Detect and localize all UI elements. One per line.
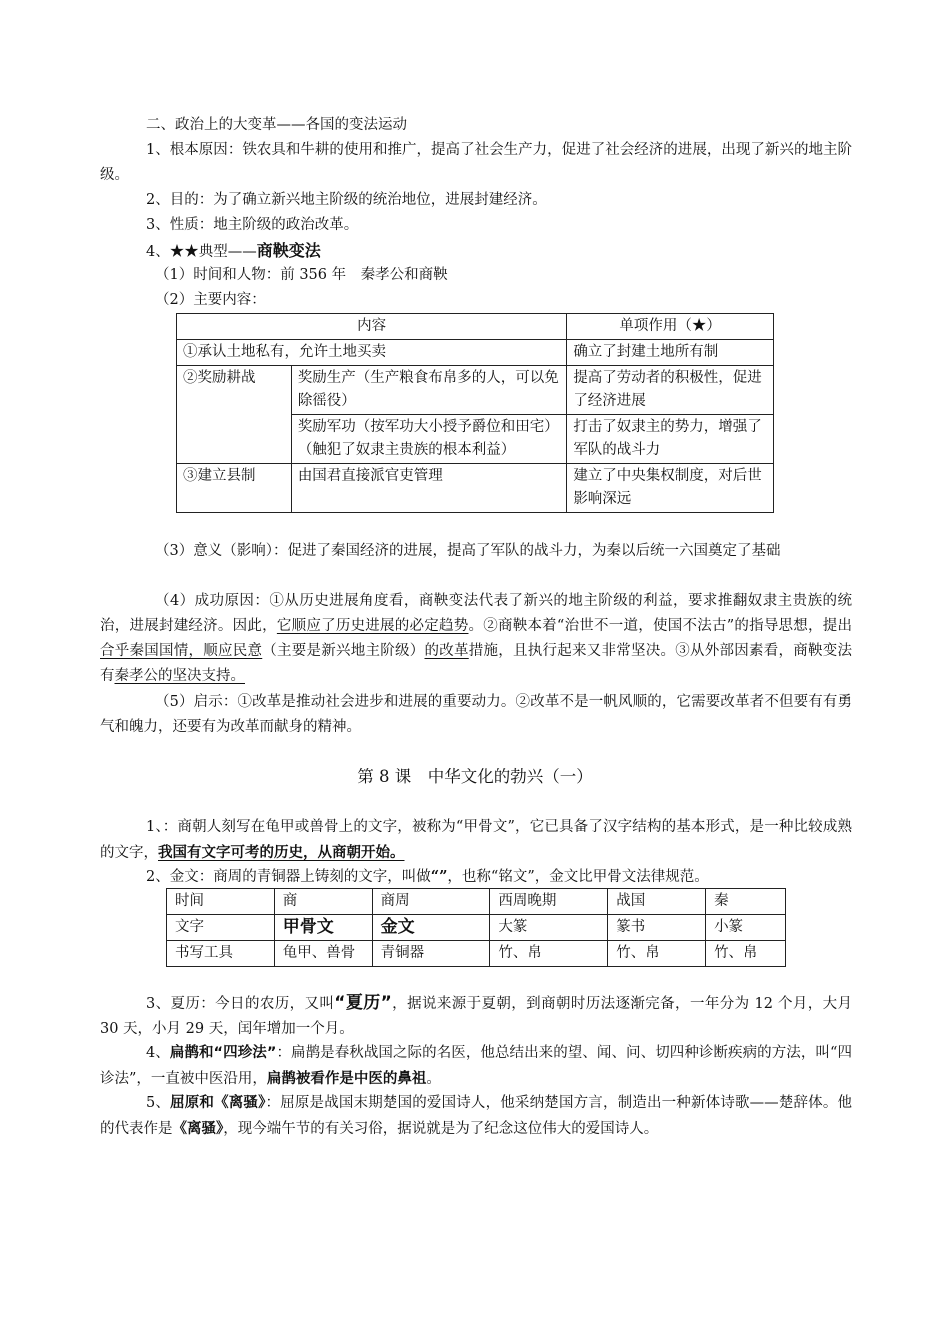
- table-cell: 由国君直接派官吏管理: [291, 464, 567, 513]
- xia-calendar-emphasis: “夏历”: [334, 993, 392, 1013]
- paragraph-oracle-bone: [100, 815, 852, 866]
- lesson-title: 第 8 课 中华文化的勃兴（一）: [357, 767, 593, 786]
- success-text-d: 措施，且执行起来又非常坚决。③从外部因素看，商鞅变法有: [100, 643, 852, 684]
- success-text-b: 。②商鞅本着“治世不一道，使国不法古”的指导思想，提出: [468, 618, 853, 634]
- success-underline-4: 秦孝公的坚决支持。: [114, 668, 245, 684]
- table-cell: 西周晚期: [490, 889, 608, 915]
- table-cell: 建立了中央集权制度，对后世影响深远: [567, 464, 774, 513]
- table-row: [167, 889, 786, 915]
- table-cell: 龟甲、兽骨: [274, 941, 372, 967]
- sub-time-people: [155, 263, 852, 288]
- table-cell: 时间: [167, 889, 275, 915]
- bian-que-end: 。: [426, 1071, 441, 1087]
- qu-yuan-number: 5、: [146, 1095, 171, 1111]
- script-evolution-table: [166, 888, 786, 967]
- table-row: [177, 340, 774, 366]
- typical-prefix: 4、★★典型——: [146, 244, 257, 260]
- table-row: [167, 941, 786, 967]
- table-cell: 篆书: [608, 915, 706, 941]
- table-cell: 甲骨文: [274, 915, 372, 941]
- table-cell: 奖励军功（按军功大小授予爵位和田宅）（触犯了奴隶主贵族的根本利益）: [291, 415, 567, 464]
- inspiration-text: （5）启示：①改革是推动社会进步和进展的重要动力。②改革不是一帆风顺的，它需要改革者不但要有有勇气和魄力，还要有为改革而献身的精神。: [100, 694, 852, 735]
- table-row: [177, 314, 774, 340]
- li-sao-emphasis: 《离骚》: [172, 1120, 224, 1137]
- table-cell: 商: [274, 889, 372, 915]
- sub-success-reasons: [100, 589, 852, 689]
- nature-text: 3、性质：地主阶级的政治改革。: [146, 217, 359, 233]
- paragraph-nature: [100, 213, 852, 238]
- oracle-bone-emphasis: 我国有文字可考的历史，从商朝开始。: [158, 844, 405, 861]
- paragraph-xia-calendar: [100, 991, 852, 1042]
- table-cell: 竹、帛: [490, 941, 608, 967]
- table-row: [177, 366, 774, 415]
- sub-significance: [100, 539, 852, 564]
- bronze-script-text-b: ，也称“铭文”，金文比甲骨文法律规范。: [447, 869, 709, 885]
- section-title-text: 二、政治上的大变革——各国的变法运动: [146, 117, 407, 133]
- table-header-effect: 单项作用（★）: [567, 314, 774, 340]
- table-row: [177, 464, 774, 513]
- table-cell: 秦: [706, 889, 786, 915]
- table-cell: ③建立县制: [177, 464, 292, 513]
- table-cell: 提高了劳动者的积极性，促进了经济进展: [567, 366, 774, 415]
- table-cell: 奖励生产（生产粮食布帛多的人，可以免除徭役）: [291, 366, 567, 415]
- qu-yuan-text-a: ：屈原是战国末期楚国的爱国诗人，他采纳楚国方言，制造出一种新体诗歌——楚辞体。他的代表作是: [100, 1095, 853, 1137]
- table-cell: 竹、帛: [608, 941, 706, 967]
- bian-que-text: ：扁鹊是春秋战国之际的名医，他总结出来的望、闻、问、切四种诊断疾病的方法，叫“四诊法”，一直被中医沿用，: [100, 1045, 852, 1087]
- paragraph-bronze-script: [100, 864, 852, 890]
- xia-calendar-text-a: 3、夏历：今日的农历，又叫: [146, 996, 335, 1012]
- table-cell: 文字: [167, 915, 275, 941]
- table-cell: ②奖励耕战: [177, 366, 292, 464]
- table-cell: 书写工具: [167, 941, 275, 967]
- bronze-script-quote: “”: [430, 868, 448, 885]
- section-title: [100, 113, 852, 138]
- table-cell: 大篆: [490, 915, 608, 941]
- bian-que-emphasis: 扁鹊被看作是中医的鼻祖: [266, 1070, 427, 1087]
- success-text-a: （4）成功原因：①从历史进展角度看，商鞅变法代表了新兴的地主阶级的利益，要求推翻奴隶主贵族的统治，进展封建经济。因此，: [100, 593, 852, 634]
- significance-text: （3）意义（影响）：促进了秦国经济的进展，提高了军队的战斗力，为秦以后统一六国奠定了基础: [155, 543, 781, 559]
- paragraph-qu-yuan: [100, 1091, 852, 1142]
- success-underline-2: 合乎秦国国情，顺应民意: [100, 643, 263, 659]
- table-cell: 金文: [372, 915, 490, 941]
- table-cell: ①承认土地私有，允许土地买卖: [177, 340, 567, 366]
- sub-main-content: [155, 288, 852, 313]
- time-people-text: （1）时间和人物：前 356 年 秦孝公和商鞅: [155, 267, 448, 283]
- bronze-script-text-a: 2、金文：商周的青铜器上铸刻的文字，叫做: [146, 869, 431, 885]
- table-cell: 确立了封建土地所有制: [567, 340, 774, 366]
- table-cell: 青铜器: [372, 941, 490, 967]
- table-cell: 竹、帛: [706, 941, 786, 967]
- bian-que-title: 扁鹊和“四珍法”: [169, 1045, 277, 1061]
- shang-yang-reform-title: 商鞅变法: [256, 241, 321, 260]
- qu-yuan-text-b: ，现今端午节的有关习俗，据说就是为了纪念这位伟大的爱国诗人。: [223, 1121, 659, 1137]
- root-cause-text: 1、根本原因：铁农具和牛耕的使用和推广，提高了社会生产力，促进了社会经济的进展，出现了新兴的地主阶级。: [100, 142, 852, 183]
- table-row: [167, 915, 786, 941]
- paragraph-purpose: [100, 188, 852, 213]
- success-underline-1: 它顺应了历史进展的必定趋势: [276, 618, 469, 634]
- oracle-bone-text: 1、：商朝人刻写在龟甲或兽骨上的文字，被称为“甲骨文”，它已具备了汉字结构的基本形式，是一种比较成熟的文字，: [100, 819, 852, 861]
- table-cell: 打击了奴隶主的势力，增强了军队的战斗力: [567, 415, 774, 464]
- reform-content-table: [176, 313, 774, 513]
- table-cell: 小篆: [706, 915, 786, 941]
- qu-yuan-title: 屈原和《离骚》: [170, 1095, 266, 1111]
- table-header-content: 内容: [177, 314, 567, 340]
- success-text-c: （主要是新兴地主阶级）: [262, 643, 425, 659]
- bian-que-number: 4、: [146, 1045, 170, 1061]
- xia-calendar-text-b: ，据说来源于夏朝，到商朝时历法逐渐完备，一年分为 12 个月，大月 30 天，小月 29 天，闰年增加一个月。: [100, 996, 852, 1037]
- paragraph-root-cause: [100, 138, 852, 188]
- paragraph-bian-que: [100, 1041, 852, 1092]
- sub-inspiration: [100, 690, 852, 740]
- success-underline-3: 的改革: [424, 643, 469, 659]
- main-content-text: （2）主要内容：: [155, 292, 266, 308]
- paragraph-typical: [100, 238, 852, 265]
- table-cell: 商周: [372, 889, 490, 915]
- table-cell: 战国: [608, 889, 706, 915]
- purpose-text: 2、目的：为了确立新兴地主阶级的统治地位，进展封建经济。: [146, 192, 547, 208]
